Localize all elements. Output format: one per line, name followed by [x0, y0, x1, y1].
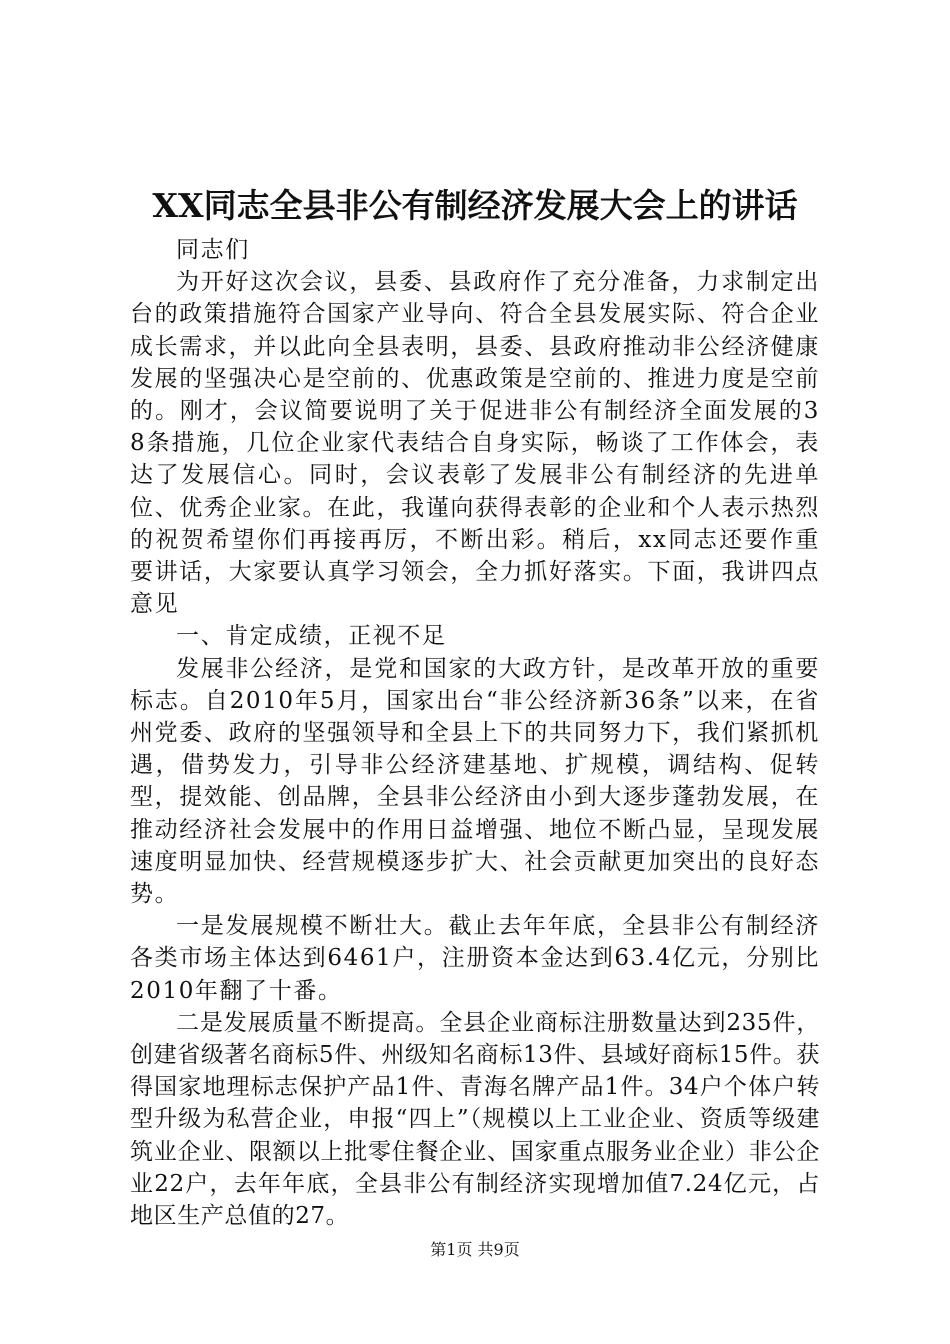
document-body: [130, 234, 820, 1232]
page-footer: 第1页 共9页: [430, 1240, 520, 1259]
document-title: XX同志全县非公有制经济发展大会上的讲话: [152, 186, 798, 225]
opening-paragraph: 为开好这次会议，县委、县政府作了充分准备，力求制定出台的政策措施符合国家产业导向、符合全县发展实际、符合企业成长需求，并以此向全县表明，县委、县政府推动非公经济健康发展的坚强决心是空前的、优惠政策是空前的、推进力度是空前的。刚才，会议简要说明了关于促进非公有制经济全面发展的38条措施，几位企业家代表结合自身实际，畅谈了工作体会，表达了发展信心。同时，会议表彰了发展非公有制经济的先进单位、优秀企业家。在此，我谨向获得表彰的企业和个人表示热烈的祝贺希望你们再接再厉，不断出彩。稍后，xx同志还要作重要讲话，大家要认真学习领会，全力抓好落实。下面，我讲四点意见: [130, 269, 820, 618]
body-paragraph: 二是发展质量不断提高。全县企业商标注册数量达到235件，创建省级著名商标5件、州级知名商标13件、县域好商标15件。获得国家地理标志保护产品1件、青海名牌产品1件。34户个体户转型升级为私营企业，申报“四上”（规模以上工业企业、资质等级建筑业企业、限额以上批零住餐企业、国家重点服务业企业）非公企业22户，去年年底，全县非公有制经济实现增加值7.24亿元，占地区生产总值的27。: [130, 1009, 820, 1230]
body-paragraph: 发展非公经济，是党和国家的大政方针，是改革开放的重要标志。自2010年5月，国家出台“非公经济新36条”以来，在省州党委、政府的坚强领导和全县上下的共同努力下，我们紧抓机遇，借势发力，引导非公经济建基地、扩规模，调结构、促转型，提效能、创品牌，全县非公经济由小到大逐步蓬勃发展，在推动经济社会发展中的作用日益增强、地位不断凸显，呈现发展速度明显加快、经营规模逐步扩大、社会贡献更加突出的良好态势。: [130, 655, 820, 908]
body-paragraph: 一是发展规模不断壮大。截止去年年底，全县非公有制经济各类市场主体达到6461户，注册资本金达到63.4亿元，分别比2010年翻了十番。: [130, 913, 820, 1004]
section-heading: 一、肯定成绩，正视不足: [176, 623, 447, 650]
salutation: 同志们: [176, 237, 250, 263]
